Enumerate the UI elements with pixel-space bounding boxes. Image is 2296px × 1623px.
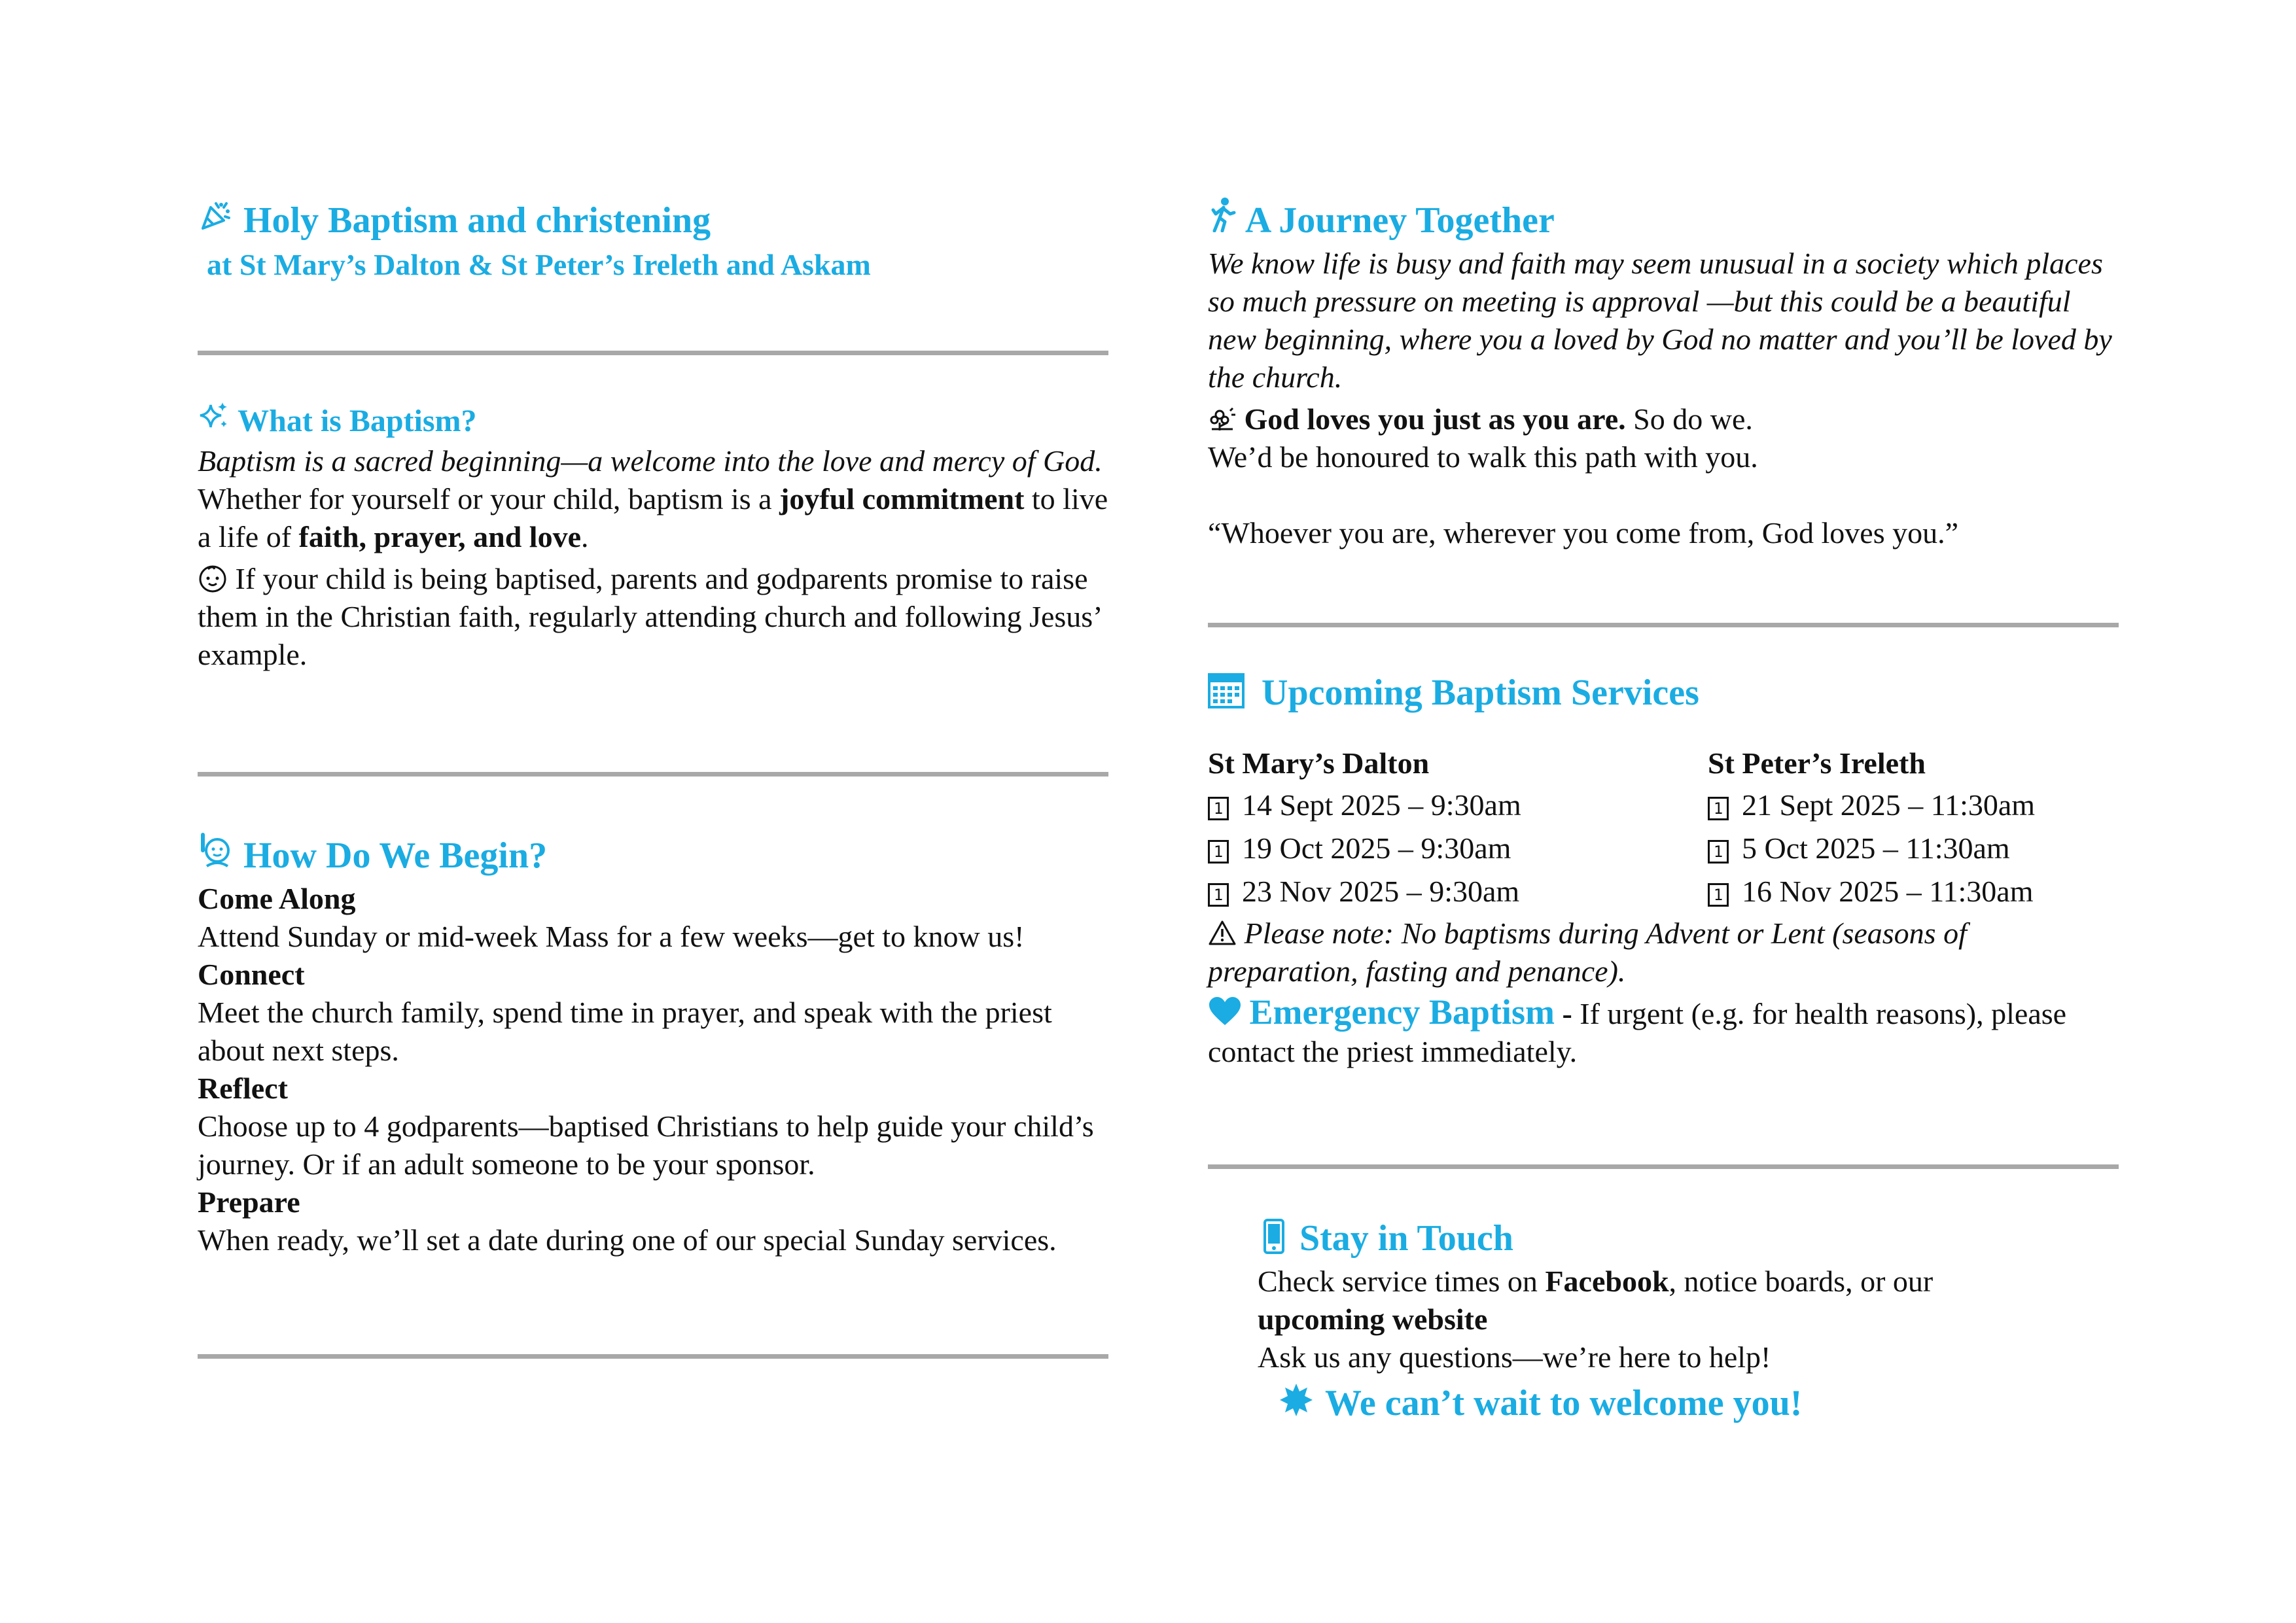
journey-title: A Journey Together [1208, 196, 2124, 245]
services-section [1208, 669, 2124, 1071]
step-text: When ready, we’ll set a date during one of our special Sunday services. [198, 1223, 1057, 1257]
schedule-column [1708, 743, 2035, 913]
journey-quote: “Whoever you are, wherever you come from, God loves you.” [1208, 516, 1959, 550]
confetti-icon [198, 196, 234, 245]
service-date: 1 21 Sept 2025 – 11:30am [1708, 784, 2035, 827]
step-title: Come Along [198, 882, 356, 915]
step-text: Attend Sunday or mid-week Mass for a few weeks—get to know us! [198, 920, 1025, 953]
journey-walk-path: We’d be honoured to walk this path with you. [1208, 440, 1758, 474]
main-subtitle: at St Mary’s Dalton & St Peter’s Ireleth and Askam [207, 248, 871, 281]
person-raising-hand-icon [198, 831, 234, 880]
journey-god-loves: God loves you just as you are. So do we. [1208, 400, 2124, 438]
service-date: 1 19 Oct 2025 – 9:30am [1208, 827, 1708, 870]
heart-icon [1208, 997, 1250, 1030]
services-note: Please note: No baptisms during Advent or Lent (seasons of preparation, fasting and penance). [1208, 916, 1967, 988]
calendar-icon [1208, 669, 1252, 717]
main-title: Holy Baptism and christening [198, 196, 1114, 245]
person-walking-icon [1208, 196, 1238, 245]
date-icon: 1 [1208, 797, 1229, 820]
divider [198, 772, 1108, 777]
divider [198, 1354, 1108, 1359]
emergency-baptism: Emergency Baptism - If urgent (e.g. for health reasons), please contact the priest immediately. [1208, 992, 2067, 1068]
services-title: Upcoming Baptism Services [1208, 669, 2124, 717]
begin-title: How Do We Begin? [198, 831, 1114, 880]
journey-section [1208, 196, 2124, 552]
schedule-column [1208, 743, 1708, 913]
closing-message: We can’t wait to welcome you! [1276, 1379, 2124, 1427]
service-date: 1 16 Nov 2025 – 11:30am [1708, 870, 2035, 913]
divider [1208, 1164, 2119, 1169]
touch-ask-questions: Ask us any questions—we’re here to help! [1258, 1340, 1771, 1374]
how-begin-section [198, 831, 1114, 1259]
touch-title: Stay in Touch [1258, 1214, 2124, 1263]
step-title: Connect [198, 958, 305, 991]
what-title: What is Baptism? [198, 400, 1114, 442]
step-title: Reflect [198, 1072, 288, 1105]
baby-icon [198, 562, 236, 595]
church-name: St Peter’s Ireleth [1708, 746, 1926, 780]
date-icon: 1 [1708, 840, 1729, 864]
what-intro: Baptism is a sacred beginning—a welcome into the love and mercy of God. [198, 444, 1103, 478]
date-icon: 1 [1208, 883, 1229, 907]
touch-check-times: Check service times on Facebook, notice boards, or our upcoming website [1258, 1265, 1934, 1336]
star-burst-icon [1276, 1379, 1316, 1427]
service-date: 1 14 Sept 2025 – 9:30am [1208, 784, 1708, 827]
what-commitment: Whether for yourself or your child, baptism is a joyful commitment to live a life of faith, prayer, and love. [198, 482, 1108, 553]
what-is-baptism-section [198, 400, 1114, 674]
divider [1208, 623, 2119, 627]
journey-intro: We know life is busy and faith may seem unusual in a society which places so much pressure on meeting is approval —but this could be a beautiful new beginning, where you a loved by God no matter and you’ll be loved by the church. [1208, 247, 2112, 394]
services-schedule [1208, 743, 2124, 913]
stay-in-touch-section [1258, 1214, 2124, 1427]
warning-icon [1208, 916, 1245, 950]
service-date: 1 23 Nov 2025 – 9:30am [1208, 870, 1708, 913]
flower-icon [1208, 402, 1245, 436]
step-title: Prepare [198, 1185, 300, 1219]
what-parents-promise: If your child is being baptised, parents and godparents promise to raise them in the Christian faith, regularly attending church and following Jesus’ example. [198, 562, 1101, 671]
date-icon: 1 [1708, 797, 1729, 820]
divider [198, 351, 1108, 355]
date-icon: 1 [1208, 840, 1229, 864]
date-icon: 1 [1708, 883, 1729, 907]
church-name: St Mary’s Dalton [1208, 746, 1430, 780]
step-text: Choose up to 4 godparents—baptised Christians to help guide your child’s journey. Or if an adult someone to be your sponsor. [198, 1109, 1094, 1181]
step-text: Meet the church family, spend time in prayer, and speak with the priest about next steps. [198, 996, 1052, 1067]
mobile-phone-icon [1258, 1214, 1290, 1263]
sparkles-icon [198, 400, 230, 442]
service-date: 1 5 Oct 2025 – 11:30am [1708, 827, 2035, 870]
